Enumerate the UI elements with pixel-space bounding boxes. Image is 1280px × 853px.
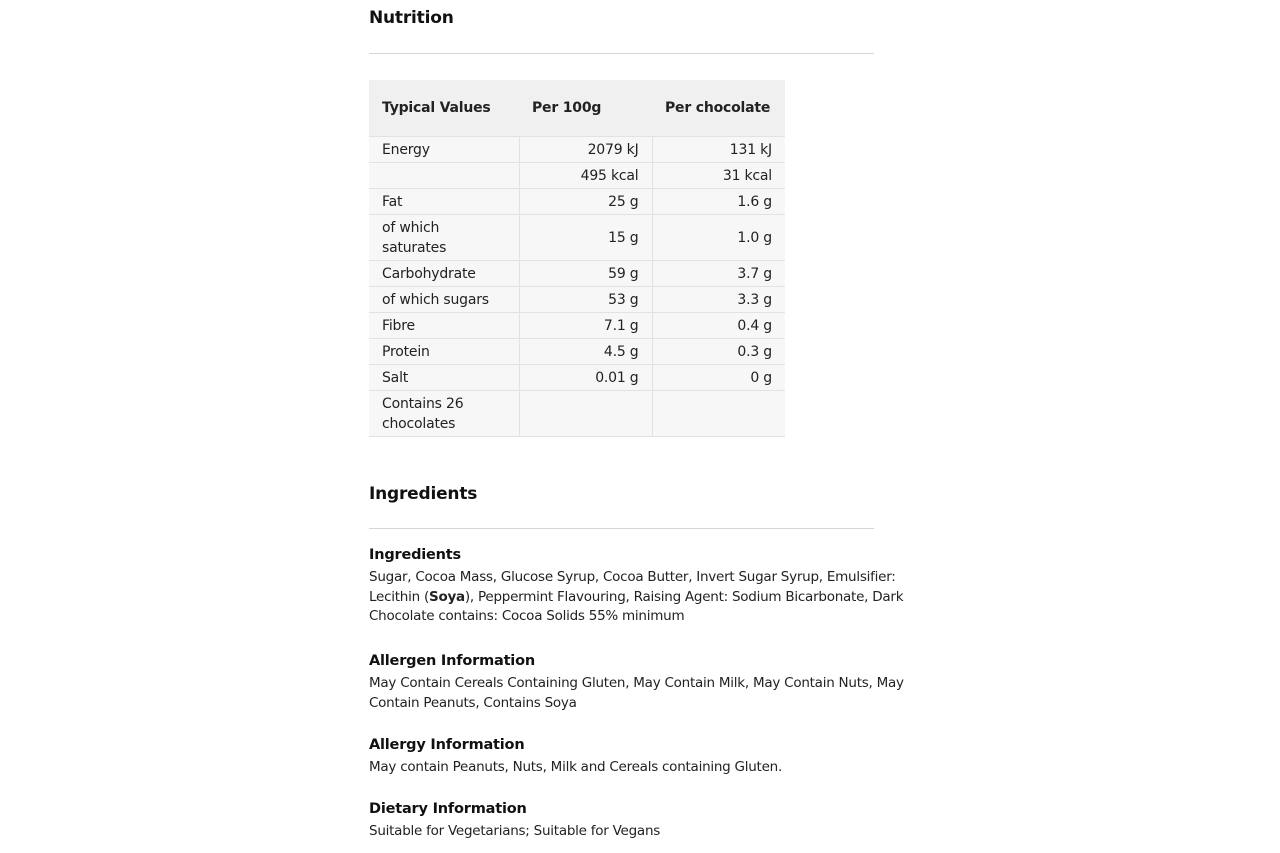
table-row (369, 313, 785, 339)
nutrient-label: Salt (369, 365, 519, 391)
nutrient-label: of which sugars (369, 287, 519, 313)
nutrient-label: Contains 26 chocolates (369, 391, 519, 437)
nutrient-label: Fat (369, 189, 519, 215)
allergy-information-text: May contain Peanuts, Nuts, Milk and Cereals containing Gluten. (369, 759, 783, 775)
per-chocolate-value: 0.3 g (652, 339, 785, 365)
table-row (369, 365, 785, 391)
ingredients-text (369, 568, 929, 627)
per-chocolate-value: 1.6 g (652, 189, 785, 215)
table-row (369, 261, 785, 287)
ingredients-text-end: ), Peppermint Flavouring, Raising Agent: Sodium Bicarbonate, Dark Chocolate contains: Cocoa Solids 55% minimum (369, 588, 904, 624)
nutrient-label: Protein (369, 339, 519, 365)
per-100g-value: 59 g (519, 261, 652, 287)
ingredients-divider (369, 528, 874, 529)
table-row (369, 215, 785, 261)
allergen-information-title: Allergen Information (369, 653, 535, 669)
nutrition-heading: Nutrition (369, 8, 454, 28)
table-row (369, 339, 785, 365)
allergen-information-text: May Contain Cereals Containing Gluten, May Contain Milk, May Contain Nuts, May Contain Peanuts, Contains Soya (369, 675, 904, 711)
per-chocolate-value: 1.0 g (652, 215, 785, 261)
per-chocolate-value: 31 kcal (652, 163, 785, 189)
per-chocolate-value: 0 g (652, 365, 785, 391)
per-100g-value: 25 g (519, 189, 652, 215)
per-100g-value: 495 kcal (519, 163, 652, 189)
table-row (369, 137, 785, 163)
per-100g-value: 2079 kJ (519, 137, 652, 163)
dietary-information-title: Dietary Information (369, 801, 527, 817)
nutrition-table (369, 80, 785, 437)
per-100g-value (519, 391, 652, 437)
nutrient-label: of which saturates (369, 215, 519, 261)
table-row (369, 163, 785, 189)
per-chocolate-value: 3.7 g (652, 261, 785, 287)
per-chocolate-value (652, 391, 785, 437)
table-row (369, 287, 785, 313)
nutrition-divider (369, 53, 874, 54)
per-100g-value: 15 g (519, 215, 652, 261)
per-100g-value: 4.5 g (519, 339, 652, 365)
dietary-information-text: Suitable for Vegetarians; Suitable for Vegans (369, 823, 661, 839)
table-row (369, 189, 785, 215)
ingredients-title: Ingredients (369, 547, 461, 563)
per-100g-value: 0.01 g (519, 365, 652, 391)
allergen-highlight: Soya (428, 588, 465, 605)
allergy-information-title: Allergy Information (369, 737, 525, 753)
per-chocolate-value: 131 kJ (652, 137, 785, 163)
nutrient-label: Fibre (369, 313, 519, 339)
header-typical-values: Typical Values (369, 80, 519, 137)
header-per-chocolate: Per chocolate (652, 80, 785, 137)
nutrient-label (369, 163, 519, 189)
dietary-information-block (369, 801, 929, 842)
nutrient-label: Carbohydrate (369, 261, 519, 287)
per-100g-value: 53 g (519, 287, 652, 313)
table-row (369, 391, 785, 437)
ingredients-block (369, 547, 929, 627)
per-chocolate-value: 3.3 g (652, 287, 785, 313)
allergy-information-block (369, 737, 929, 778)
nutrition-table-header-row (369, 80, 785, 137)
per-chocolate-value: 0.4 g (652, 313, 785, 339)
ingredients-text-start: Sugar, Cocoa Mass, Glucose Syrup, Cocoa Butter, Invert Sugar Syrup, Emulsifier: Lecithin ( (369, 569, 896, 605)
header-per-100g: Per 100g (519, 80, 652, 137)
nutrient-label: Energy (369, 137, 519, 163)
per-100g-value: 7.1 g (519, 313, 652, 339)
allergen-information-block (369, 653, 929, 713)
ingredients-section-heading: Ingredients (369, 484, 478, 504)
